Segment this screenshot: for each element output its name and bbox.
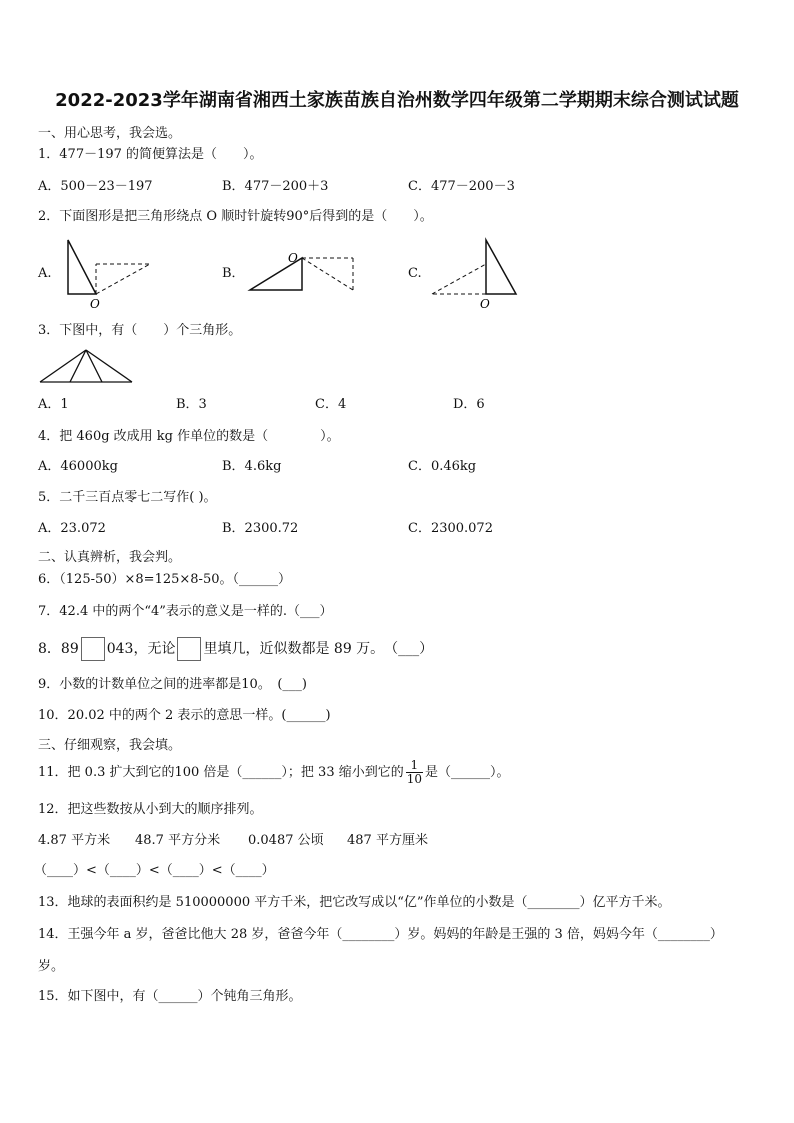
- q2-a-point-label: O: [90, 297, 100, 311]
- q2-figure-a: [60, 232, 160, 312]
- q1-stem: 1．477－197 的简便算法是（ ）。: [38, 147, 263, 162]
- q6-text: 6．（125-50）×8=125×8-50。（______）: [38, 572, 291, 587]
- q3-stem: 3．下图中，有（ ）个三角形。: [38, 323, 242, 338]
- q1-option-b[interactable]: B．477－200＋3: [222, 179, 329, 194]
- q8-line: [38, 636, 433, 662]
- q12-stem: 12．把这些数按从小到大的顺序排列。: [38, 802, 263, 817]
- q8-blank-box-1[interactable]: [81, 637, 105, 661]
- q2-b-point-label: O: [288, 251, 298, 265]
- q10-text: 10．20.02 中的两个 2 表示的意思一样。(______): [38, 708, 331, 723]
- q8-part3: 里填几，近似数都是 89 万。 （___）: [203, 641, 434, 657]
- q8-part2: 043，无论: [106, 641, 176, 657]
- q3-figure: [38, 346, 138, 388]
- q3-option-c[interactable]: C．4: [315, 397, 347, 412]
- q11-fraction-numerator: 1: [406, 759, 423, 773]
- q12-item-2: 48.7 平方分米: [135, 833, 221, 848]
- q2-option-a[interactable]: A.: [38, 266, 52, 281]
- q7-text: 7．42.4 中的两个“4”表示的意义是一样的.（___）: [38, 604, 333, 619]
- q12-item-4: 487 平方厘米: [347, 833, 428, 848]
- q2-option-b[interactable]: B．: [222, 266, 245, 281]
- q5-option-c[interactable]: C．2300.072: [408, 521, 493, 536]
- q14-line-2: 岁。: [38, 959, 65, 974]
- q11-line: [38, 758, 510, 788]
- q13-text: 13．地球的表面积约是 510000000 平方千米，把它改写成以“亿”作单位的小数是（________）亿平方千米。: [38, 895, 671, 910]
- q4-option-a[interactable]: A．46000kg: [38, 459, 118, 474]
- q1-option-c[interactable]: C．477－200－3: [408, 179, 515, 194]
- q11-part2: 是（______）。: [425, 765, 510, 780]
- q4-option-b[interactable]: B．4.6kg: [222, 459, 282, 474]
- q5-option-b[interactable]: B．2300.72: [222, 521, 299, 536]
- q4-stem: 4．把 460g 改成用 kg 作单位的数是（ ）。: [38, 429, 340, 444]
- q3-option-d[interactable]: D．6: [453, 397, 485, 412]
- q2-c-point-label: O: [480, 297, 490, 311]
- q11-fraction: [406, 759, 423, 786]
- q1-option-a[interactable]: A．500－23－197: [38, 179, 153, 194]
- q8-part1: 8．89: [38, 641, 79, 657]
- q8-blank-box-2[interactable]: [177, 637, 201, 661]
- q4-option-c[interactable]: C．0.46kg: [408, 459, 477, 474]
- q14-line-1: 14．王强今年 a 岁，爸爸比他大 28 岁，爸爸今年（________）岁。妈妈的年龄是王强的 3 倍，妈妈今年（________）: [38, 927, 723, 942]
- q5-stem: 5．二千三百点零七二写作( )。: [38, 490, 217, 505]
- q12-item-1: 4.87 平方米: [38, 833, 111, 848]
- section-2-heading: 二、认真辨析，我会判。: [38, 550, 182, 565]
- q12-item-3: 0.0487 公顷: [248, 833, 324, 848]
- q2-option-c[interactable]: C.: [408, 266, 422, 281]
- section-3-heading: 三、仔细观察，我会填。: [38, 738, 182, 753]
- q2-figure-b: [240, 248, 370, 308]
- q3-option-a[interactable]: A．1: [38, 397, 69, 412]
- q9-text: 9．小数的计数单位之间的进率都是10。 (___): [38, 677, 307, 692]
- q15-text: 15．如下图中，有（______）个钝角三角形。: [38, 989, 302, 1004]
- q11-fraction-denominator: 10: [406, 772, 423, 786]
- q3-option-b[interactable]: B．3: [176, 397, 207, 412]
- q11-part1: 11．把 0.3 扩大到它的100 倍是（______）；把 33 缩小到它的: [38, 765, 404, 780]
- page-title: 2022-2023学年湖南省湘西土家族苗族自治州数学四年级第二学期期末综合测试试题: [55, 90, 739, 111]
- q2-stem: 2．下面图形是把三角形绕点 O 顺时针旋转90°后得到的是（ ）。: [38, 209, 433, 224]
- section-1-heading: 一、用心思考，我会选。: [38, 126, 182, 141]
- q5-option-a[interactable]: A．23.072: [38, 521, 106, 536]
- q2-figure-c: [428, 232, 528, 312]
- q12-answer-blanks[interactable]: （____）<（____）<（____）<（____）: [34, 863, 275, 878]
